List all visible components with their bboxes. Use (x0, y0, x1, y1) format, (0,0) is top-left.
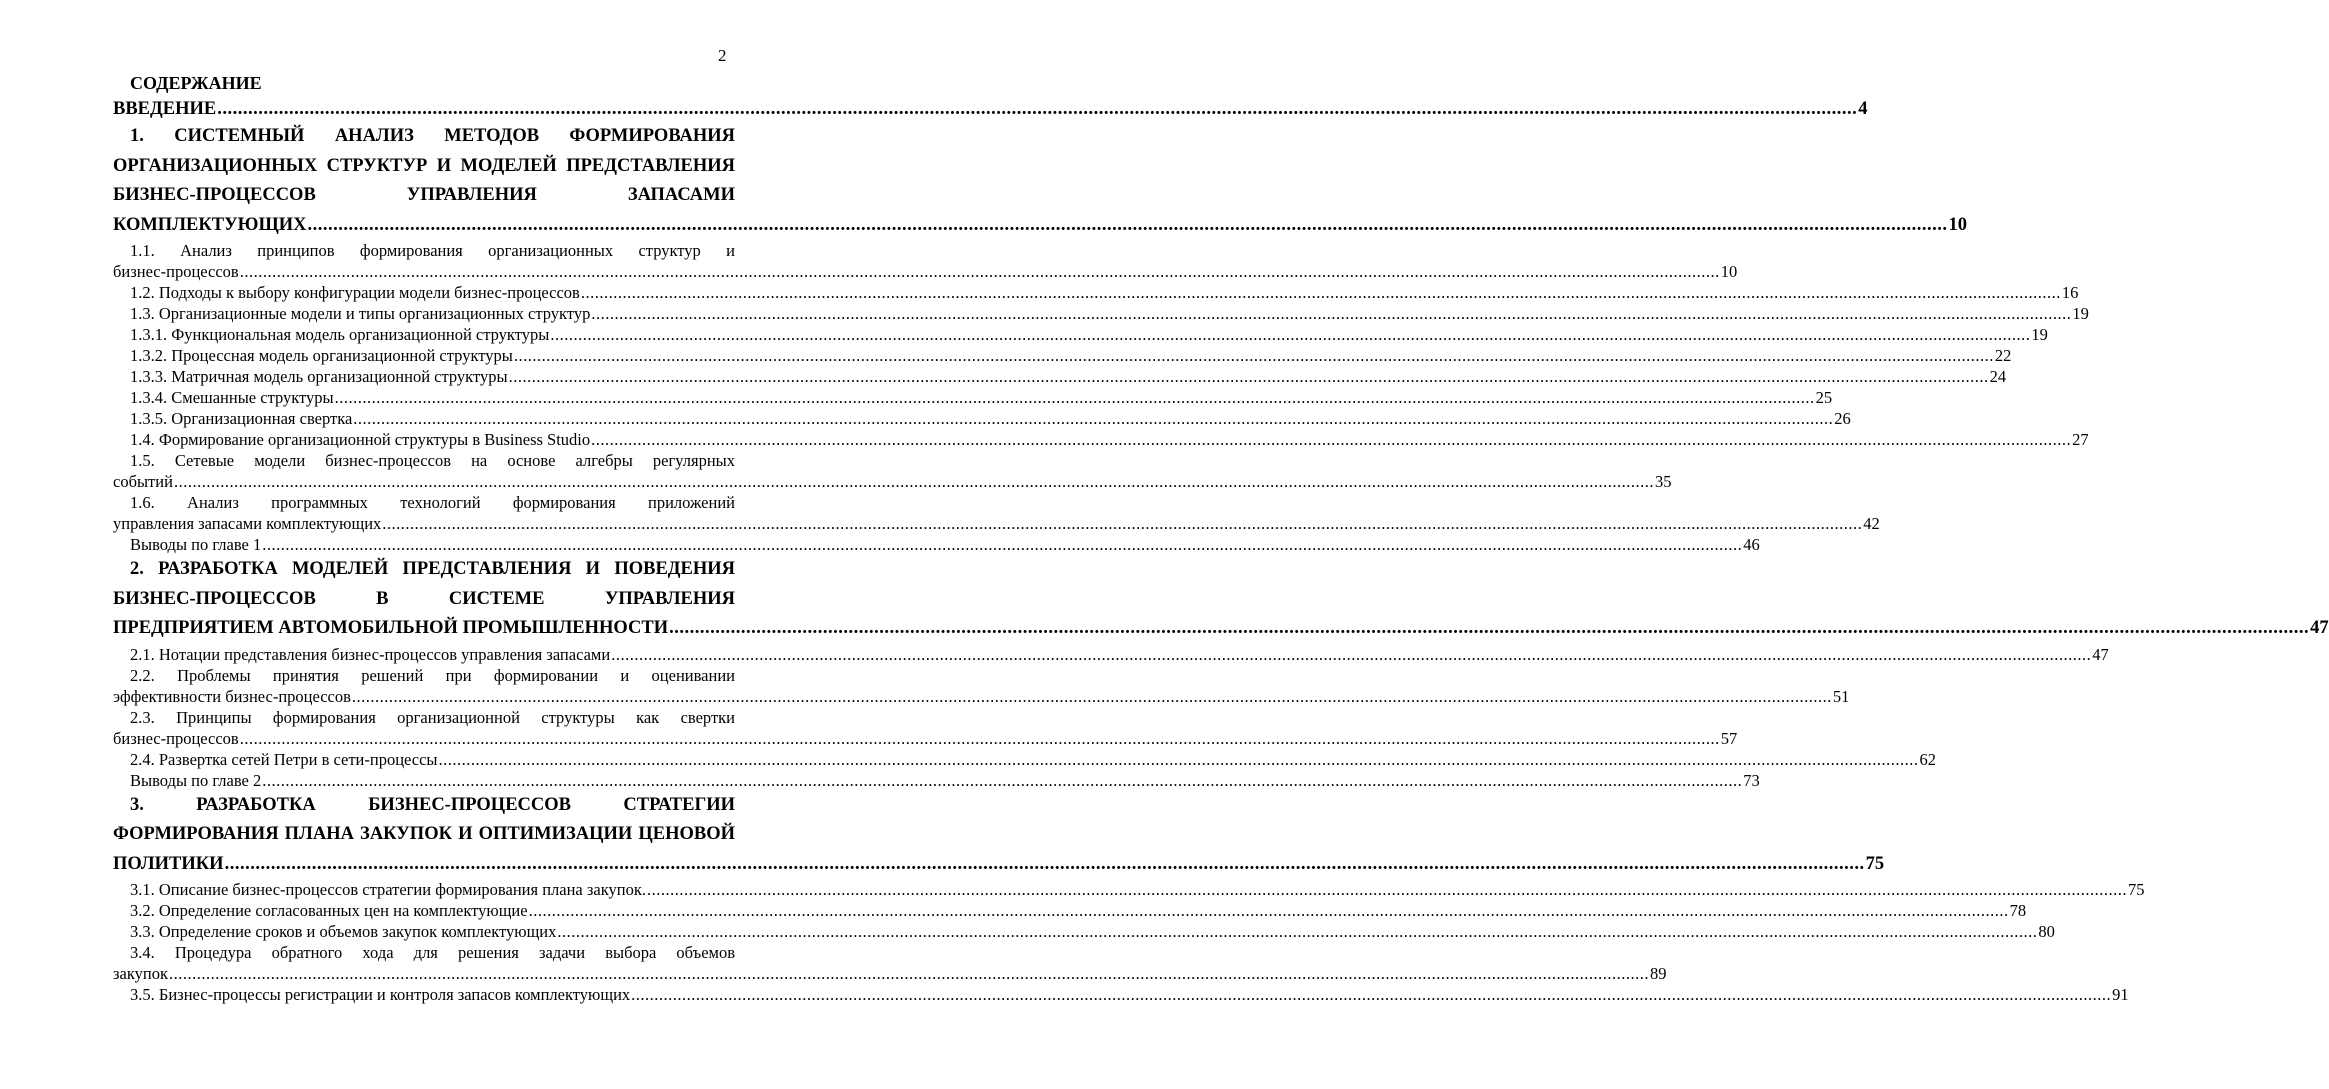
toc-entry-line (113, 900, 2027, 921)
toc-section-entry (113, 303, 2089, 324)
toc-entry-text: ВВЕДЕНИЕ (113, 99, 217, 119)
toc-entry-text: 1.3.4. Смешанные структуры (130, 388, 334, 407)
toc-entry-line (113, 963, 1667, 984)
toc-entry-line (113, 534, 1760, 555)
toc-entry-line (113, 770, 1760, 791)
toc-page-number: 47 (2092, 644, 2109, 664)
toc-section-entry (113, 429, 2089, 450)
toc-entry-text: 2.2. Проблемы принятия решений при формировании и оценивании (130, 665, 735, 685)
dot-leader (240, 262, 1720, 281)
toc-entry-text: ФОРМИРОВАНИЯ ПЛАНА ЗАКУПОК И ОПТИМИЗАЦИИ ЦЕНОВОЙ (113, 824, 735, 844)
dot-leader (647, 880, 2127, 899)
toc-entry-text: 1.5. Сетевые модели бизнес-процессов на основе алгебры регулярных (130, 451, 735, 470)
toc-section-entry (113, 921, 2055, 942)
toc-entry-text: 1. СИСТЕМНЫЙ АНАЛИЗ МЕТОДОВ ФОРМИРОВАНИЯ (130, 126, 735, 146)
toc-entry-line (113, 686, 1850, 707)
dot-leader (225, 854, 1865, 874)
toc-section-entry (113, 387, 1833, 408)
toc-entry-text: 1.3.3. Матричная модель организационной структуры (130, 367, 508, 386)
toc-page-number: 80 (2038, 922, 2055, 941)
toc-entry-text: 3.4. Процедура обратного хода для решения задачи выбора объемов (130, 943, 735, 962)
toc-entry-text: КОМПЛЕКТУЮЩИХ (113, 214, 307, 235)
toc-entry-text: БИЗНЕС-ПРОЦЕССОВ УПРАВЛЕНИЯ ЗАПАСАМИ (113, 185, 735, 205)
toc-entry-line (113, 366, 2007, 387)
toc-section-entry (113, 665, 1850, 707)
toc-chapter-entry (113, 555, 2329, 644)
dot-leader (529, 901, 2009, 920)
toc-section-entry (113, 749, 1936, 770)
toc-entry-text: бизнес-процессов (113, 262, 239, 281)
toc-entry-line (113, 408, 1851, 429)
toc-entry-text: Выводы по главе 2 (130, 770, 262, 790)
dot-leader (335, 388, 1815, 407)
dot-leader (240, 729, 1720, 748)
toc-section-entry (113, 240, 1738, 282)
toc-entry-line (113, 211, 1968, 241)
dot-leader (352, 687, 1832, 706)
dot-leader (174, 472, 1654, 491)
toc-page-number: 75 (2127, 880, 2145, 899)
toc-entry-text: Выводы по главе 1 (130, 535, 262, 554)
toc-chapter-entry (113, 96, 1868, 122)
toc-section-entry (113, 282, 2079, 303)
toc-page-number: 62 (1919, 749, 1936, 769)
dot-leader (509, 367, 1989, 386)
toc-entry-text: 3. РАЗРАБОТКА БИЗНЕС-ПРОЦЕССОВ СТРАТЕГИИ (130, 794, 735, 815)
toc-entry-text: эффективности бизнес-процессов (113, 686, 351, 706)
toc-entry-line (113, 345, 2012, 366)
toc-page-number: 47 (2310, 618, 2329, 638)
toc-section-entry (113, 408, 1851, 429)
toc-page-number: 35 (1654, 472, 1672, 491)
toc-entry-text: ПОЛИТИКИ (113, 853, 224, 874)
dot-leader (262, 535, 1742, 554)
toc-page-number: 46 (1743, 535, 1760, 554)
toc-entry-text: управления запасами комплектующих (113, 514, 382, 533)
toc-entry-line (113, 387, 1833, 408)
toc-entry-line (113, 984, 2129, 1005)
toc-entry-line (113, 303, 2089, 324)
toc-entry-text: 2.1. Нотации представления бизнес-процессов управления запасами (130, 644, 611, 664)
dot-leader (591, 304, 2071, 323)
toc-section-entry (113, 450, 1672, 492)
toc-entry-text: событий (113, 472, 173, 491)
toc-entry-text: 3.5. Бизнес-процессы регистрации и контроля запасов комплектующих (130, 985, 631, 1004)
toc-section-entry (113, 942, 1667, 984)
toc-entry-text: 1.4. Формирование организационной структуры в Business Studio (130, 430, 591, 449)
toc-page-number: 22 (1994, 346, 2012, 365)
table-of-contents (113, 70, 2329, 1005)
toc-entry-line (113, 850, 1885, 880)
toc-entry-text: 2.4. Развертка сетей Петри в сети-процессы (130, 749, 438, 769)
toc-page-number: 10 (1720, 262, 1738, 281)
toc-page-number: 19 (2031, 325, 2048, 344)
toc-entry-text: ПРЕДПРИЯТИЕМ АВТОМОБИЛЬНОЙ ПРОМЫШЛЕННОСТИ (113, 618, 669, 638)
toc-entry-line (113, 728, 1738, 749)
toc-entry-text: 1.1. Анализ принципов формирования организационных структур и (130, 241, 735, 260)
page-number: 2 (718, 46, 727, 65)
toc-chapter-entry (113, 122, 1968, 240)
toc-page-number: 89 (1649, 964, 1667, 983)
toc-entry-text: 1.2. Подходы к выбору конфигурации модели бизнес-процессов (130, 283, 580, 302)
toc-section-entry (113, 879, 2145, 900)
dot-leader (439, 750, 1919, 769)
toc-page-number: 16 (2061, 283, 2079, 302)
toc-entry-line (113, 749, 1936, 770)
toc-section-entry (113, 324, 2048, 345)
toc-entry-text: 1.3. Организационные модели и типы организационных структур (130, 304, 591, 323)
toc-page-number: 25 (1815, 388, 1833, 407)
toc-page-number: 19 (2072, 304, 2089, 323)
toc-entry-line (113, 644, 2109, 665)
toc-entry-text: БИЗНЕС-ПРОЦЕССОВ В СИСТЕМЕ УПРАВЛЕНИЯ (113, 588, 735, 609)
toc-section-entry (113, 770, 1760, 791)
toc-entry-line (113, 921, 2055, 942)
toc-entry-line (113, 471, 1672, 492)
toc-section-entry (113, 366, 2007, 387)
toc-entry-text: 1.6. Анализ программных технологий формирования приложений (130, 493, 735, 512)
dot-leader (382, 514, 1862, 533)
dot-leader (669, 618, 2309, 638)
toc-entry-line (113, 879, 2145, 900)
dot-leader (611, 645, 2091, 664)
dot-leader (557, 922, 2037, 941)
toc-entry-text: 2. РАЗРАБОТКА МОДЕЛЕЙ ПРЕДСТАВЛЕНИЯ И ПОВЕДЕНИЯ (130, 559, 735, 579)
toc-page-number: 26 (1834, 409, 1851, 428)
toc-entry-text: 1.3.2. Процессная модель организационной структуры (130, 346, 513, 365)
toc-entry-text: 3.3. Определение сроков и объемов закупок комплектующих (130, 922, 557, 941)
toc-entry-text: закупок (113, 964, 168, 983)
toc-page-number: 51 (1832, 686, 1850, 706)
dot-leader (591, 430, 2071, 449)
toc-page-number: 75 (1865, 853, 1885, 874)
toc-section-entry (113, 534, 1760, 555)
toc-page-number: 91 (2112, 985, 2129, 1004)
dot-leader (581, 283, 2061, 302)
toc-page-number: 27 (2072, 430, 2089, 449)
dot-leader (262, 771, 1742, 790)
toc-entry-text: 2.3. Принципы формирования организационной структуры как свертки (130, 707, 735, 727)
toc-entry-line (113, 614, 2329, 644)
dot-leader (308, 215, 1948, 235)
dot-leader (550, 325, 2030, 344)
toc-entry-line (113, 513, 1880, 534)
toc-page-number: 24 (1989, 367, 2007, 386)
toc-entry-text: 1.3.5. Организационная свертка (130, 409, 353, 428)
toc-page-number: 78 (2009, 901, 2027, 920)
toc-section-entry (113, 707, 1738, 749)
toc-entry-line (113, 429, 2089, 450)
toc-entry-line (113, 261, 1738, 282)
dot-leader (631, 985, 2111, 1004)
toc-section-entry (113, 984, 2129, 1005)
toc-page-number: 73 (1743, 770, 1760, 790)
toc-entry-text: бизнес-процессов (113, 728, 239, 748)
toc-entry-line (113, 96, 1868, 122)
toc-section-entry (113, 644, 2109, 665)
dot-leader (169, 964, 1649, 983)
toc-page-number: 10 (1948, 214, 1968, 235)
toc-entries (113, 96, 2329, 1005)
toc-entry-line (113, 282, 2079, 303)
toc-section-entry (113, 492, 1880, 534)
toc-entry-line (113, 324, 2048, 345)
toc-title: СОДЕРЖАНИЕ (130, 73, 262, 93)
toc-chapter-entry (113, 791, 1885, 880)
toc-page-number: 57 (1720, 728, 1738, 748)
toc-entry-text: 3.1. Описание бизнес-процессов стратегии формирования плана закупок. (130, 880, 646, 899)
toc-page-number: 4 (1858, 99, 1868, 119)
dot-leader (353, 409, 1833, 428)
toc-entry-text: ОРГАНИЗАЦИОННЫХ СТРУКТУР И МОДЕЛЕЙ ПРЕДСТАВЛЕНИЯ (113, 155, 735, 176)
toc-entry-text: 1.3.1. Функциональная модель организационной структуры (130, 325, 550, 344)
toc-entry-text: 3.2. Определение согласованных цен на комплектующие (130, 901, 528, 920)
toc-section-entry (113, 345, 2012, 366)
dot-leader (217, 99, 1857, 119)
dot-leader (514, 346, 1994, 365)
toc-section-entry (113, 900, 2027, 921)
toc-page-number: 42 (1863, 514, 1880, 533)
